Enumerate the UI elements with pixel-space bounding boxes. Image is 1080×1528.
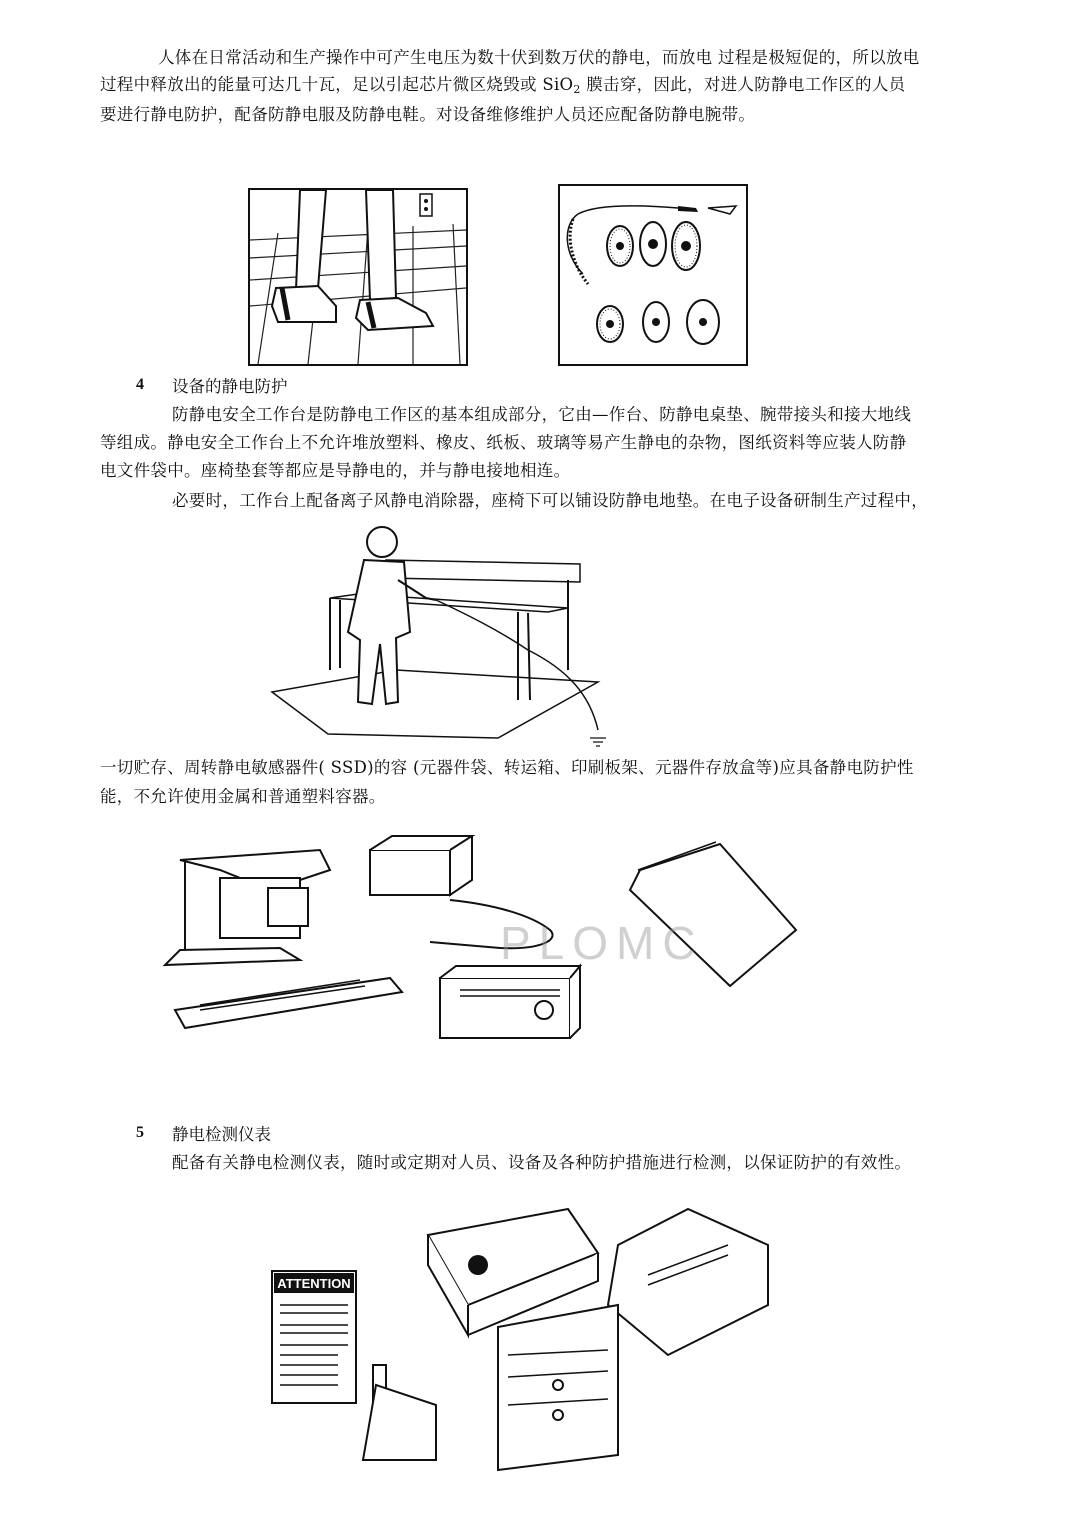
section-5-p1: 配备有关静电检测仪表，随时或定期对人员、设备及各种防护措施进行检测，以保证防护的有效性。 xyxy=(172,1153,912,1172)
watermark: PLOMC xyxy=(500,917,704,969)
intro-line-2: 过程中释放出的能量可达几十瓦，足以引起芯片微区烧毁或 SiO$_2$ 膜击穿，因此，对进人防静电工作区的人员 xyxy=(100,75,906,96)
section-4-p1-line-3: 电文件袋中。座椅垫套等都应是导静电的，并与静电接地相连。 xyxy=(100,461,571,480)
section-4-title: 设备的静电防护 xyxy=(172,377,288,396)
section-4-p2-line-3: 能，不允许使用金属和普通塑料容器。 xyxy=(100,787,386,806)
attention-sign-title: ATTENTION xyxy=(277,1276,351,1291)
section-4-p1-line-2: 等组成。静电安全工作台上不允许堆放塑料、橡皮、纸板、玻璃等易产生静电的杂物，图纸资料等应装人防静 xyxy=(100,433,907,452)
section-4-number: 4 xyxy=(136,376,144,393)
esd-workstation-figure xyxy=(268,520,608,750)
wrist-straps-figure xyxy=(558,184,748,366)
section-5-number: 5 xyxy=(136,1124,144,1141)
heel-strap-shoes-figure xyxy=(248,188,468,366)
ionizers-and-bag-figure xyxy=(160,830,800,1060)
section-4-p2-line-1: 必要时，工作台上配备离子风静电消除器，座椅下可以铺设防静电地垫。在电子设备研制生产过程中， xyxy=(172,491,928,510)
section-5-title: 静电检测仪表 xyxy=(172,1125,271,1144)
section-4-p1-line-1: 防静电安全工作台是防静电工作区的基本组成部分，它由—作台、防静电桌垫、腕带接头和接大地线 xyxy=(172,405,912,424)
static-testers-figure xyxy=(268,1205,788,1475)
intro-line-3: 要进行静电防护，配备防静电服及防静电鞋。对设备维修维护人员还应配备防静电腕带。 xyxy=(100,105,756,124)
intro-line-1: 人体在日常活动和生产操作中可产生电压为数十伏到数万伏的静电，而放电 过程是极短促的，所以放电 xyxy=(158,48,920,67)
section-4-p2-line-2: 一切贮存、周转静电敏感器件( SSD)的容 (元器件袋、转运箱、印刷板架、元器件存放盒等)应具备静电防护性 xyxy=(100,758,914,777)
